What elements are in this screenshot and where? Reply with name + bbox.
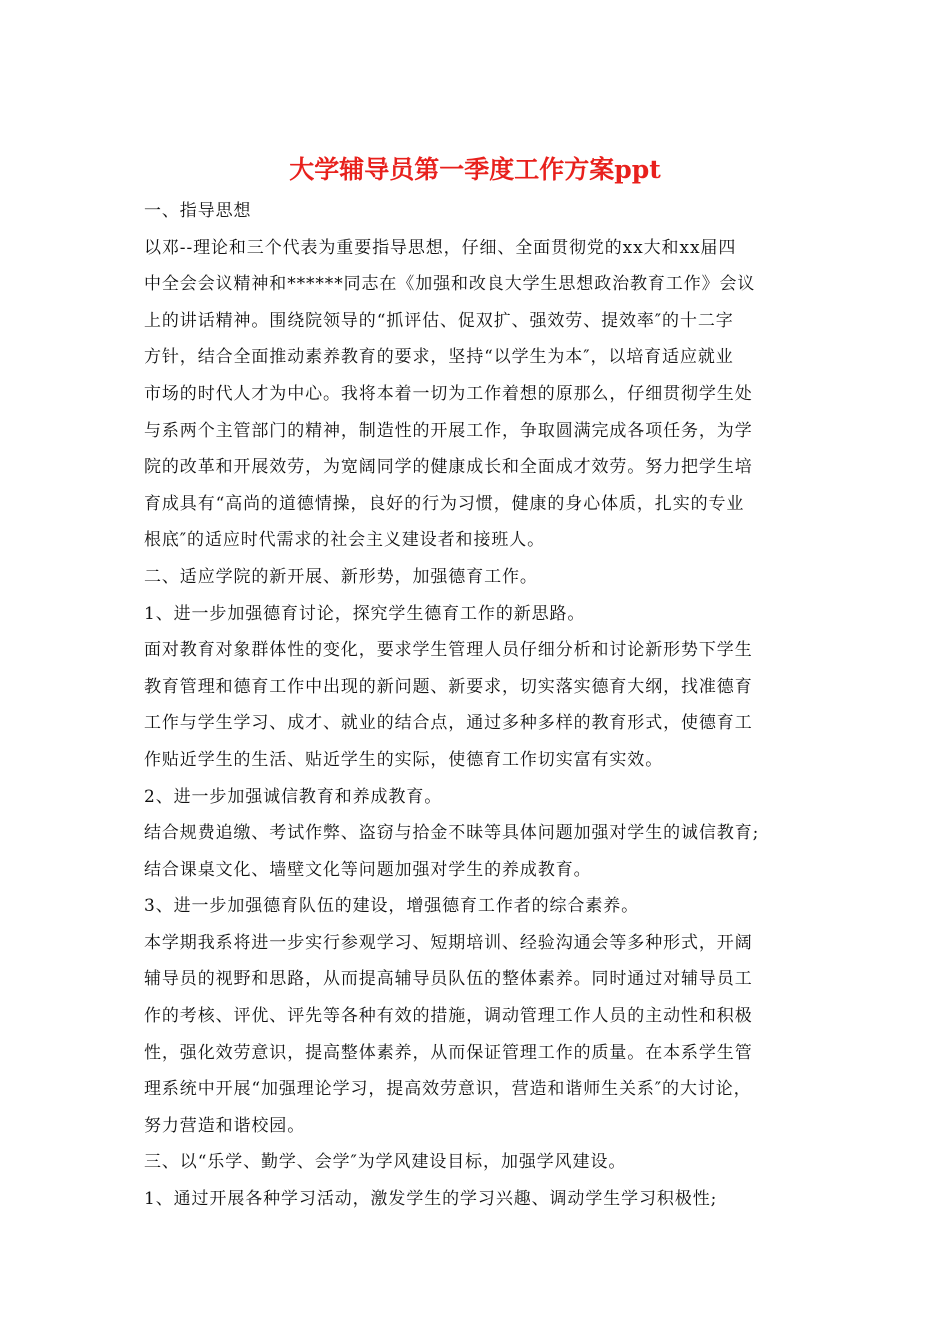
body-line: 本学期我系将进一步实行参观学习、短期培训、经验沟通会等多种形式，开阔 xyxy=(144,932,753,953)
body-line: 工作与学生学习、成才、就业的结合点，通过多种多样的教育形式，使德育工 xyxy=(144,713,753,734)
body-line: 以邓--理论和三个代表为重要指导思想，仔细、全面贯彻党的xx大和xx届四 xyxy=(144,237,737,258)
body-line: 1、进一步加强德育讨论，探究学生德育工作的新思路。 xyxy=(144,603,586,624)
body-line: 根底″的适应时代需求的社会主义建设者和接班人。 xyxy=(144,530,546,551)
body-line: 2、进一步加强诚信教育和养成教育。 xyxy=(144,786,443,807)
body-line: 理系统中开展“加强理论学习，提高效劳意识，营造和谐师生关系″的大讨论， xyxy=(144,1079,752,1100)
body-line: 1、通过开展各种学习活动，激发学生的学习兴趣、调动学生学习积极性; xyxy=(144,1189,718,1210)
body-line: 方针，结合全面推动素养教育的要求，坚持“以学生为本″，以培育适应就业 xyxy=(144,347,734,368)
body-line: 3、进一步加强德育队伍的建设，增强德育工作者的综合素养。 xyxy=(144,896,640,917)
body-line: 院的改革和开展效劳，为宽阔同学的健康成长和全面成才效劳。努力把学生培 xyxy=(144,457,753,478)
body-line: 育成具有“高尚的道德情操，良好的行为习惯，健康的身心体质，扎实的专业 xyxy=(144,493,745,514)
document-title: 大学辅导员第一季度工作方案ppt xyxy=(289,155,661,184)
body-line: 二、适应学院的新开展、新形势，加强德育工作。 xyxy=(144,566,538,587)
body-line: 教育管理和德育工作中出现的新问题、新要求，切实落实德育大纲，找准德育 xyxy=(144,676,753,697)
body-line: 作的考核、评优、评先等各种有效的措施，调动管理工作人员的主动性和积极 xyxy=(144,1006,753,1027)
body-line: 上的讲话精神。围绕院领导的“抓评估、促双扩、强效劳、提效率″的十二字 xyxy=(144,310,734,331)
body-line: 面对教育对象群体性的变化，要求学生管理人员仔细分析和讨论新形势下学生 xyxy=(144,640,753,661)
body-line: 与系两个主管部门的精神，制造性的开展工作，争取圆满完成各项任务，为学 xyxy=(144,420,753,441)
body-line: 作贴近学生的生活、贴近学生的实际，使德育工作切实富有实效。 xyxy=(144,749,664,770)
body-line: 努力营造和谐校园。 xyxy=(144,1115,306,1136)
body-line: 结合课桌文化、墙壁文化等问题加强对学生的养成教育。 xyxy=(144,859,592,880)
body-line: 性，强化效劳意识，提高整体素养，从而保证管理工作的质量。在本系学生管 xyxy=(144,1042,753,1063)
body-line: 三、以“乐学、勤学、会学″为学风建设目标，加强学风建设。 xyxy=(144,1152,627,1173)
body-line: 一、指导思想 xyxy=(144,201,252,221)
body-line: 市场的时代人才为中心。我将本着一切为工作着想的原那么，仔细贯彻学生处 xyxy=(144,383,753,404)
body-line: 结合规费追缴、考试作弊、盗窃与拾金不昧等具体问题加强对学生的诚信教育; xyxy=(144,823,760,844)
body-line: 中全会会议精神和******同志在《加强和改良大学生思想政治教育工作》会议 xyxy=(144,274,756,295)
document-body xyxy=(144,193,810,1218)
body-line: 辅导员的视野和思路，从而提高辅导员队伍的整体素养。同时通过对辅导员工 xyxy=(144,969,753,990)
